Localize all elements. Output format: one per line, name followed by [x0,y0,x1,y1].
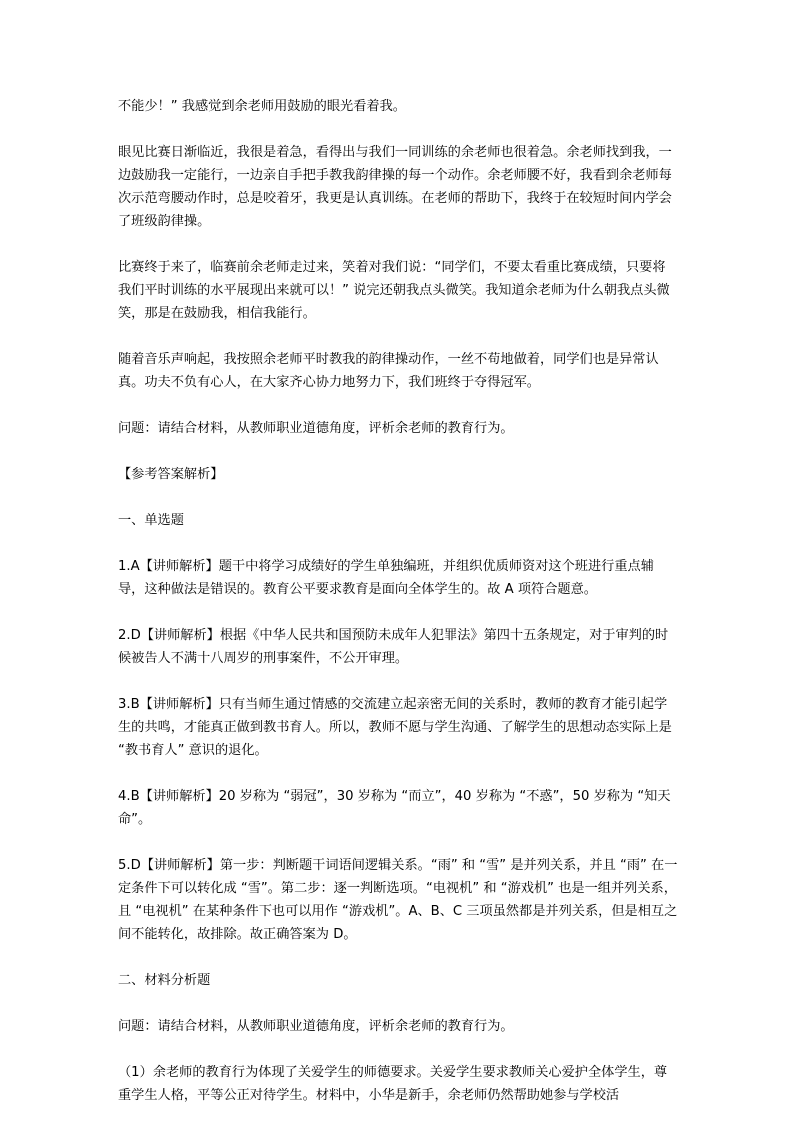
answer-item-4: 4.B【讲师解析】20 岁称为 “弱冠”，30 岁称为 “而立”，40 岁称为 “不惑”，50 岁称为 “知天命”。 [118,789,671,827]
material-question-text: 问题：请结合材料，从教师职业道德角度，评析余老师的教育行为。 [118,1019,514,1034]
story-paragraph-3: 比赛终于来了，临赛前余老师走过来，笑着对我们说：“同学们，不要太看重比赛成绩，只要将我们平时训练的水平展现出来就可以！” 说完还朝我点头微笑。我知道余老师为什么朝我点头微笑，那是在鼓励我，相信我能行。 [118,260,670,321]
answer-section-heading: 【参考答案解析】 [118,467,224,482]
story-paragraph-2: 眼见比赛日渐临近，我很是着急，看得出与我们一同训练的余老师也很着急。余老师找到我，一边鼓励我一定能行，一边亲自手把手教我韵律操的每一个动作。余老师腰不好，我看到余老师每次示范弯腰动作时，总是咬着牙，我更是认真训练。在老师的帮助下，我终于在较短时间内学会了班级韵律操。 [118,145,672,229]
single-choice-heading: 一、单选题 [118,513,184,528]
story-paragraph-4: 随着音乐声响起，我按照余老师平时教我的韵律操动作，一丝不苟地做着，同学们也是异常认真。功夫不负有心人，在大家齐心协力地努力下，我们班终于夺得冠军。 [118,352,659,390]
answer-item-1: 1.A【讲师解析】题干中将学习成绩好的学生单独编班，并组织优质师资对这个班进行重点辅导，这种做法是错误的。教育公平要求教育是面向全体学生的。故 A 项符合题意。 [118,559,654,597]
material-answer-point-1: （1）余老师的教育行为体现了关爱学生的师德要求。关爱学生要求教师关心爱护全体学生，尊重学生人格，平等公正对待学生。材料中，小华是新手，余老师仍然帮助她参与学校活 [118,1065,668,1103]
document-page [118,95,678,1107]
material-analysis-heading: 二、材料分析题 [118,973,211,988]
answer-item-5: 5.D【讲师解析】第一步：判断题干词语间逻辑关系。“雨” 和 “雪” 是并列关系，并且 “雨” 在一定条件下可以转化成 “雪”。第二步：逐一判断选项。“电视机” 和 “游戏机” 也是一组并列关系，且 “电视机” 在某种条件下也可以用作 “游戏机”。A、B、C 三项虽然都是并列关系，但是相互之间不能转化，故排除。故正确答案为 D。 [118,858,678,942]
story-paragraph-1: 不能少！” 我感觉到余老师用鼓励的眼光看着我。 [118,99,406,114]
answer-item-2: 2.D【讲师解析】根据《中华人民共和国预防未成年人犯罪法》第四十五条规定，对于审判的时候被告人不满十八周岁的刑事案件，不公开审理。 [118,628,669,666]
question-text: 问题：请结合材料，从教师职业道德角度，评析余老师的教育行为。 [118,421,514,436]
answer-item-3: 3.B【讲师解析】只有当师生通过情感的交流建立起亲密无间的关系时，教师的教育才能引起学生的共鸣，才能真正做到教书育人。所以，教师不愿与学生沟通、了解学生的思想动态实际上是 “教书育人” 意识的退化。 [118,697,677,758]
